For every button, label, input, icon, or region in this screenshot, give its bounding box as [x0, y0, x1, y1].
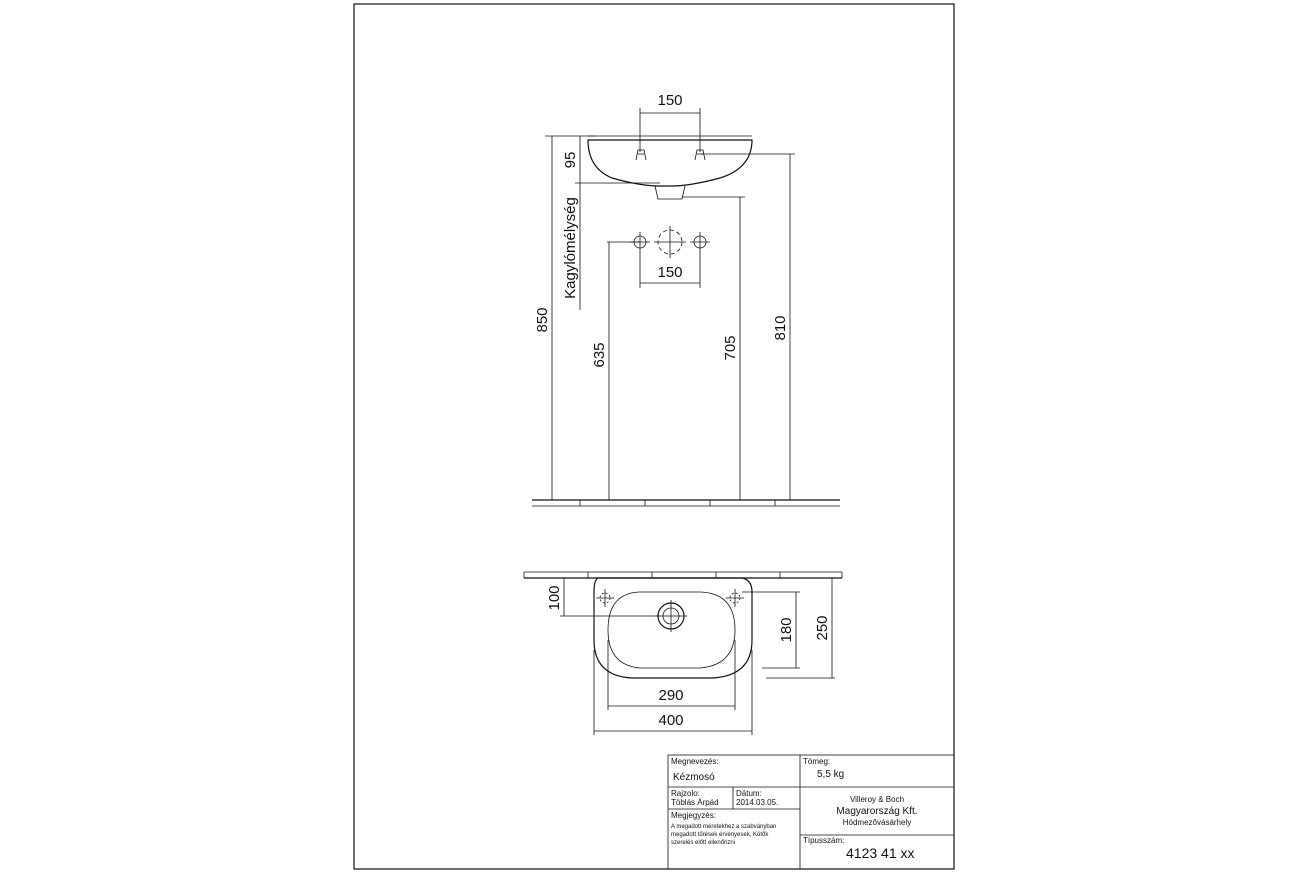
side-view: [532, 92, 840, 506]
basin-top-outline: [594, 578, 752, 678]
note-label: Megjegyzés:: [671, 811, 716, 820]
note-line1: A megadott méretekhez a szabványban: [671, 824, 777, 830]
company-line3: Hódmezővásárhely: [842, 818, 912, 827]
company-line1: Villeroy & Boch: [849, 795, 905, 804]
dim-95: 95: [562, 151, 579, 169]
wall-line: [524, 572, 842, 578]
weight-value: 5,5 kg: [817, 769, 845, 780]
drawer-label: Rajzolo:: [671, 789, 700, 798]
dim-705: 705: [722, 335, 739, 361]
dim-635: 635: [591, 342, 608, 368]
dim-400: 400: [658, 712, 684, 729]
top-view: [524, 572, 842, 735]
dim-100: 100: [546, 585, 563, 611]
date-label: Dátum:: [736, 789, 762, 798]
floor-line: [532, 500, 840, 506]
drawer-value: Töblás Árpád: [671, 798, 719, 807]
tap-left-icon: [636, 150, 646, 160]
type-label: Típusszám:: [803, 836, 845, 845]
note-line2: megadott tűrések érvényesek, Kötők: [671, 832, 769, 838]
dim-180: 180: [778, 617, 795, 643]
drain-outlet: [655, 186, 685, 199]
dim-850: 850: [534, 307, 551, 333]
basin-side-outline: [588, 140, 752, 186]
note-line3: szerelés előtt ellenőrizni: [671, 840, 736, 846]
dim-810: 810: [772, 315, 789, 341]
company-line2: Magyarország Kft.: [836, 806, 918, 817]
label-kagylomelyseg: Kagylómélység: [562, 197, 579, 299]
name-label: Megnevezés:: [671, 757, 719, 766]
title-block: [668, 755, 954, 869]
weight-label: Tömeg:: [803, 757, 831, 766]
dim-150-bottom: 150: [657, 264, 683, 281]
type-value: 4123 41 xx: [846, 845, 915, 861]
dim-290: 290: [658, 687, 684, 704]
tap-hole-left-icon: [596, 589, 614, 607]
drain-connection-icon: [654, 226, 686, 258]
name-value: Kézmosó: [673, 772, 715, 783]
connection-right-icon: [690, 232, 710, 252]
dim-250: 250: [814, 615, 831, 641]
date-value: 2014.03.05.: [736, 798, 779, 807]
sheet-border: [354, 4, 954, 869]
tap-hole-right-icon: [726, 589, 744, 607]
dim-150-top: 150: [657, 92, 683, 109]
